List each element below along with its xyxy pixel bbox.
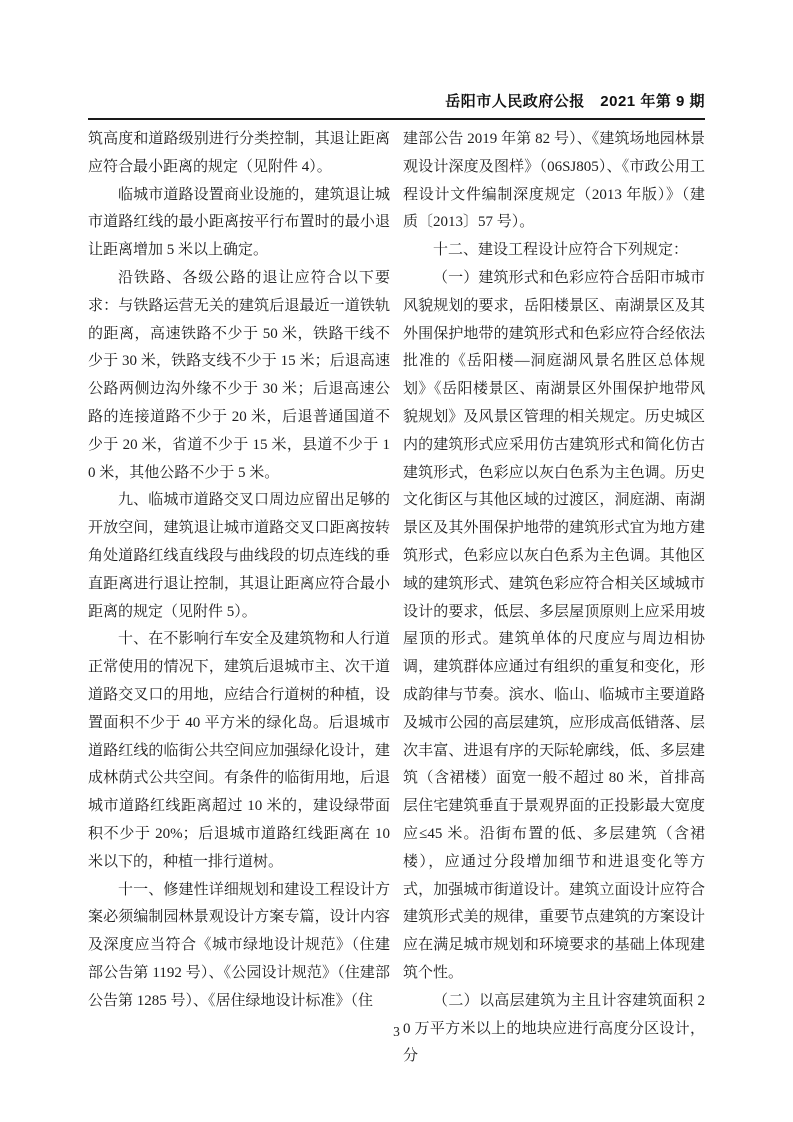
paragraph: 临城市道路设置商业设施的，建筑退让城市道路红线的最小距离按平行布置时的最小退让距离增加 5 米以上确定。 <box>88 186 390 259</box>
paragraph-item-9: 九、临城市道路交叉口周边应留出足够的开放空间，建筑退让城市道路交叉口距离按转角处道路红线直线段与曲线段的切点连线的垂直距离进行退让控制，其退让距离应符合最小距离的规定（见附件 5）。 <box>88 492 390 620</box>
paragraph-item-11: 十一、修建性详细规划和建设工程设计方案必须编制园林景观设计方案专篇，设计内容及深度应当符合《城市绿地设计规范》（住建部公告第 1192 号）、《公园设计规范》（住建部公告第 1285 号）、《居住绿地设计标准》（住 <box>88 881 390 1009</box>
paragraph: 沿铁路、各级公路的退让应符合以下要求：与铁路运营无关的建筑后退最近一道铁轨的距离，高速铁路不少于 50 米，铁路干线不少于 30 米，铁路支线不少于 15 米；后退高速公路两侧边沟外缘不少于 30 米；后退高速公路的连接道路不少于 20 米，后退普通国道不少于 20 米，省道不少于 15 米，县道不少于 10 米，其他公路不少于 5 米。 <box>88 269 390 481</box>
paragraph-continuation: 建部公告 2019 年第 82 号）、《建筑场地园林景观设计深度及图样》（06SJ805）、《市政公用工程设计文件编制深度规定（2013 年版）》（建质〔2013〕57 号）。 <box>403 131 705 231</box>
page-header <box>88 90 705 118</box>
paragraph-item-12: 十二、建设工程设计应符合下列规定： <box>433 242 689 259</box>
paragraph-continuation: 筑高度和道路级别进行分类控制，其退让距离应符合最小距离的规定（见附件 4）。 <box>88 131 390 175</box>
paragraph-subitem-1: （一）建筑形式和色彩应符合岳阳市城市风貌规划的要求，岳阳楼景区、南湖景区及其外围保护地带的建筑形式和色彩应符合经依法批准的《岳阳楼—洞庭湖风景名胜区总体规划》《岳阳楼景区、南湖景区外围保护地带风貌规划》及风景区管理的相关规定。历史城区内的建筑形式应采用仿古建筑形式和简化仿古建筑形式，色彩应以灰白色系为主色调。历史文化街区与其他区域的过渡区，洞庭湖、南湖景区及其外围保护地带的建筑形式宜为地方建筑形式，色彩应以灰白色系为主色调。其他区域的建筑形式、建筑色彩应符合相关区域城市设计的要求，低层、多层屋顶原则上应采用坡屋顶的形式。建筑单体的尺度应与周边相协调，建筑群体应通过有组织的重复和变化，形成韵律与节奏。滨水、临山、临城市主要道路及城市公园的高层建筑，应形成高低错落、层次丰富、进退有序的天际轮廓线，低、多层建筑（含裙楼）面宽一般不超过 80 米，首排高层住宅建筑垂直于景观界面的正投影最大宽度应≤45 米。沿街布置的低、多层建筑（含裙楼），应通过分段增加细节和进退变化等方式，加强城市街道设计。建筑立面设计应符合建筑形式美的规律，重要节点建筑的方案设计应在满足城市规划和环境要求的基础上体现建筑个性。 <box>403 269 705 981</box>
two-column-body <box>88 126 705 1071</box>
page-footer <box>0 1024 793 1040</box>
gazette-header-title: 岳阳市人民政府公报 2021 年第 9 期 <box>445 93 705 110</box>
header-rule <box>88 118 705 120</box>
page-number: 3 <box>393 1024 400 1039</box>
right-column <box>403 126 705 1071</box>
content-area <box>88 90 705 1071</box>
paragraph-subitem-2: （二）以高层建筑为主且计容建筑面积 20 万平方米以上的地块应进行高度分区设计，分 <box>403 992 705 1065</box>
left-column <box>88 126 390 1071</box>
paragraph-item-10: 十、在不影响行车安全及建筑物和人行道正常使用的情况下，建筑后退城市主、次干道道路交叉口的用地，应结合行道树的种植，设置面积不少于 40 平方米的绿化岛。后退城市道路红线的临街公共空间应加强绿化设计，建成林荫式公共空间。有条件的临街用地，后退城市道路红线距离超过 10 米的，建设绿带面积不少于 20%；后退城市道路红线距离在 10 米以下的，种植一排行道树。 <box>88 631 390 870</box>
